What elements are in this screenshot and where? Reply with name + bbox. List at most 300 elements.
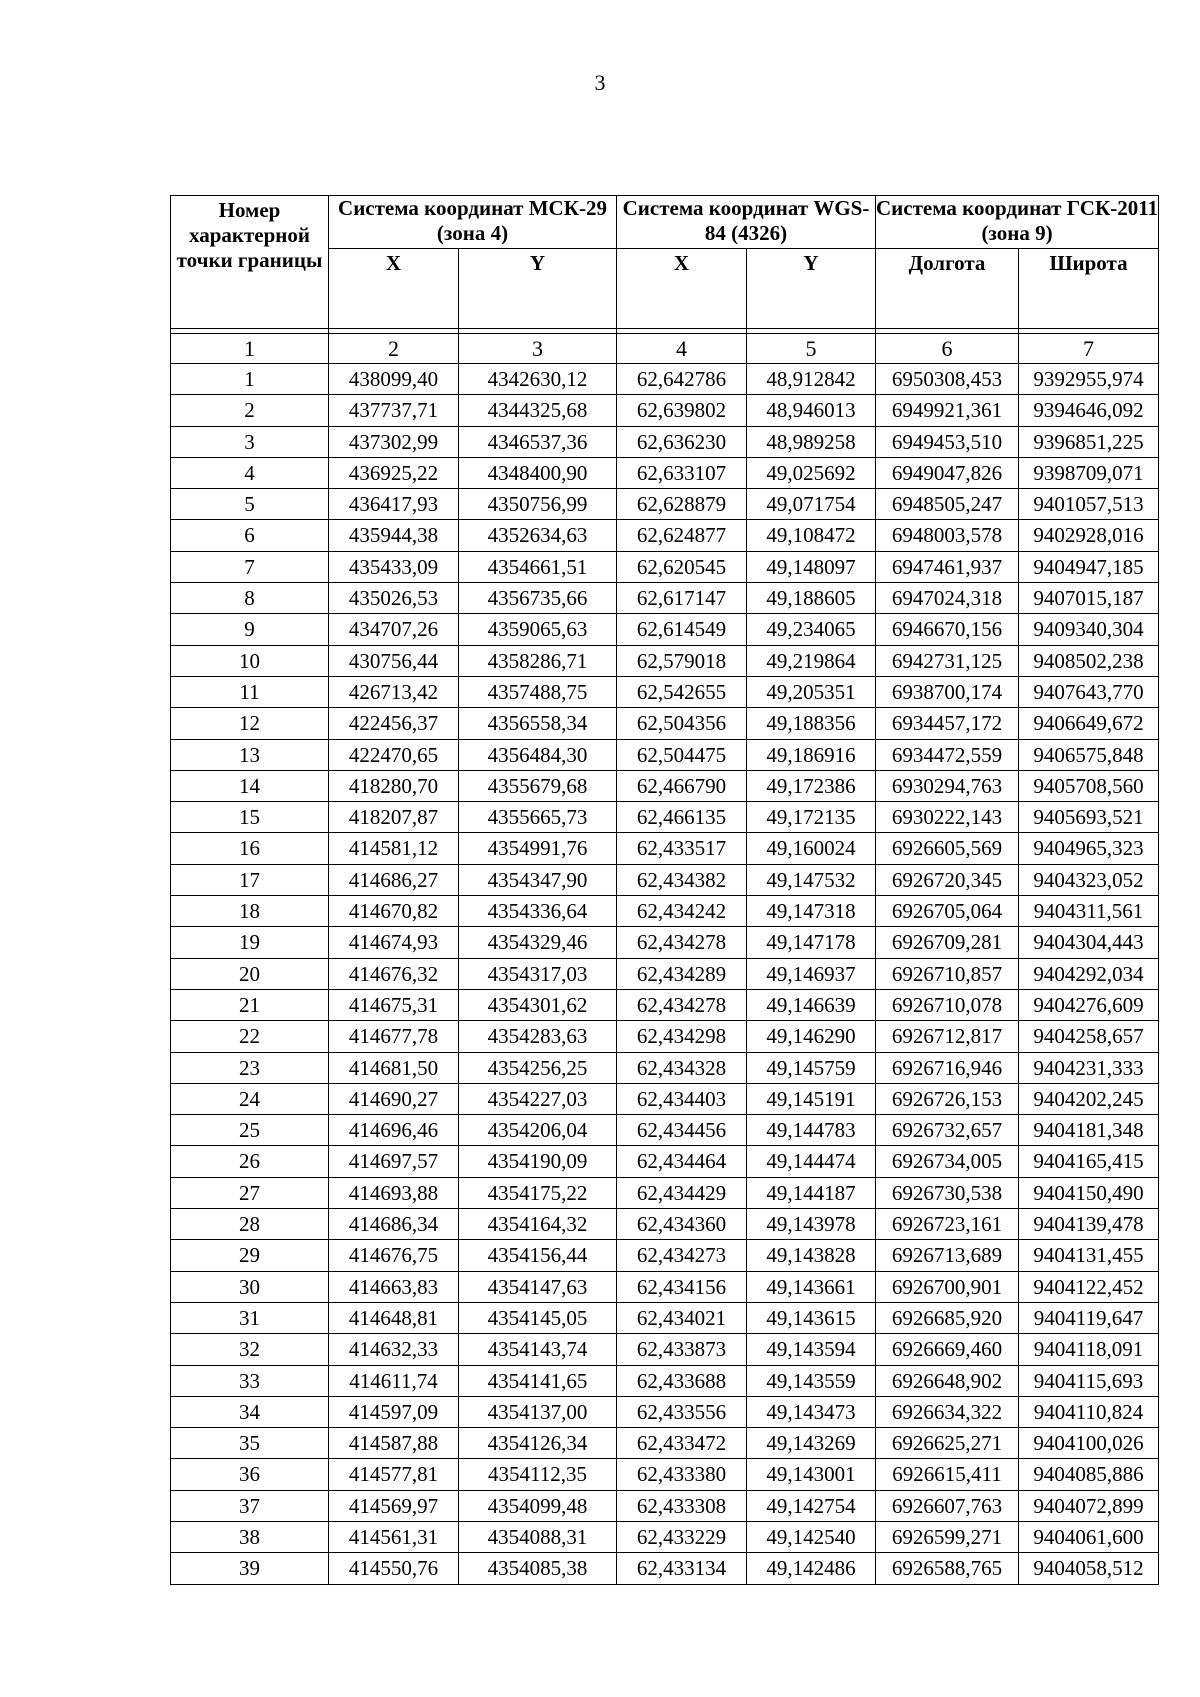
wgs84-y-cell: 49,147178: [747, 927, 876, 958]
msk29-x-cell: 422456,37: [329, 708, 459, 739]
gsk-longitude-cell: 6930222,143: [876, 802, 1019, 833]
point-number-cell: 5: [171, 489, 329, 520]
wgs84-x-cell: 62,434242: [617, 896, 747, 927]
gsk-longitude-cell: 6926723,161: [876, 1209, 1019, 1240]
wgs84-y-cell: 49,186916: [747, 739, 876, 770]
table-row: [171, 1240, 1159, 1271]
gsk-longitude-cell: 6926720,345: [876, 864, 1019, 895]
gsk-latitude-cell: 9404100,026: [1019, 1428, 1159, 1459]
point-number-cell: 26: [171, 1146, 329, 1177]
msk29-x-cell: 414550,76: [329, 1553, 459, 1584]
gsk-longitude-cell: 6926712,817: [876, 1021, 1019, 1052]
table-row: [171, 708, 1159, 739]
gsk-latitude-cell: 9404292,034: [1019, 958, 1159, 989]
wgs84-x-cell: 62,628879: [617, 489, 747, 520]
table-row: [171, 770, 1159, 801]
point-number-cell: 6: [171, 520, 329, 551]
gsk-longitude-cell: 6926709,281: [876, 927, 1019, 958]
table-row: [171, 1146, 1159, 1177]
wgs84-y-cell: 49,143269: [747, 1428, 876, 1459]
gsk-latitude-cell: 9407643,770: [1019, 676, 1159, 707]
msk29-x-cell: 437737,71: [329, 395, 459, 426]
msk29-y-cell: 4354991,76: [459, 833, 617, 864]
wgs84-y-cell: 49,142754: [747, 1490, 876, 1521]
table-row: [171, 1396, 1159, 1427]
point-number-cell: 19: [171, 927, 329, 958]
table-row: [171, 645, 1159, 676]
msk29-y-cell: 4354206,04: [459, 1115, 617, 1146]
gsk-longitude-cell: 6926726,153: [876, 1083, 1019, 1114]
header-msk29-x: X: [329, 249, 459, 329]
wgs84-y-cell: 49,143001: [747, 1459, 876, 1490]
table-row: [171, 614, 1159, 645]
msk29-x-cell: 414697,57: [329, 1146, 459, 1177]
wgs84-x-cell: 62,614549: [617, 614, 747, 645]
table-row: [171, 1052, 1159, 1083]
page-number: 3: [594, 70, 606, 95]
msk29-y-cell: 4354145,05: [459, 1302, 617, 1333]
gsk-longitude-cell: 6947024,318: [876, 583, 1019, 614]
gsk-latitude-cell: 9407015,187: [1019, 583, 1159, 614]
msk29-y-cell: 4348400,90: [459, 457, 617, 488]
gsk-latitude-cell: 9404202,245: [1019, 1083, 1159, 1114]
msk29-y-cell: 4354147,63: [459, 1271, 617, 1302]
header-group-gsk2011: Система координат ГСК-2011 (зона 9): [876, 196, 1159, 249]
msk29-x-cell: 422470,65: [329, 739, 459, 770]
msk29-x-cell: 418280,70: [329, 770, 459, 801]
gsk-longitude-cell: 6926716,946: [876, 1052, 1019, 1083]
wgs84-y-cell: 49,143559: [747, 1365, 876, 1396]
wgs84-x-cell: 62,633107: [617, 457, 747, 488]
gsk-latitude-cell: 9404258,657: [1019, 1021, 1159, 1052]
point-number-cell: 22: [171, 1021, 329, 1052]
table-row: [171, 1209, 1159, 1240]
gsk-longitude-cell: 6926732,657: [876, 1115, 1019, 1146]
point-number-cell: 25: [171, 1115, 329, 1146]
point-number-cell: 11: [171, 676, 329, 707]
gsk-latitude-cell: 9394646,092: [1019, 395, 1159, 426]
table-row: [171, 1021, 1159, 1052]
msk29-y-cell: 4354336,64: [459, 896, 617, 927]
msk29-y-cell: 4356558,34: [459, 708, 617, 739]
point-number-cell: 35: [171, 1428, 329, 1459]
table-row: [171, 1521, 1159, 1552]
point-number-cell: 13: [171, 739, 329, 770]
column-number: 7: [1019, 334, 1159, 364]
msk29-y-cell: 4354190,09: [459, 1146, 617, 1177]
table-row: [171, 520, 1159, 551]
point-number-cell: 34: [171, 1396, 329, 1427]
point-number-cell: 16: [171, 833, 329, 864]
msk29-y-cell: 4354126,34: [459, 1428, 617, 1459]
point-number-cell: 9: [171, 614, 329, 645]
wgs84-y-cell: 49,143615: [747, 1302, 876, 1333]
column-number: 6: [876, 334, 1019, 364]
msk29-x-cell: 414597,09: [329, 1396, 459, 1427]
header-gsk-longitude: Долгота: [876, 249, 1019, 329]
gsk-latitude-cell: 9404061,600: [1019, 1521, 1159, 1552]
msk29-y-cell: 4352634,63: [459, 520, 617, 551]
column-numbers-row: [171, 334, 1159, 364]
msk29-y-cell: 4354112,35: [459, 1459, 617, 1490]
msk29-y-cell: 4354137,00: [459, 1396, 617, 1427]
msk29-x-cell: 414690,27: [329, 1083, 459, 1114]
header-group-wgs84: Система координат WGS-84 (4326): [617, 196, 876, 249]
wgs84-y-cell: 49,219864: [747, 645, 876, 676]
wgs84-x-cell: 62,433556: [617, 1396, 747, 1427]
gsk-latitude-cell: 9401057,513: [1019, 489, 1159, 520]
wgs84-y-cell: 49,143473: [747, 1396, 876, 1427]
table-row: [171, 896, 1159, 927]
point-number-cell: 14: [171, 770, 329, 801]
msk29-y-cell: 4354099,48: [459, 1490, 617, 1521]
msk29-x-cell: 414569,97: [329, 1490, 459, 1521]
msk29-x-cell: 414675,31: [329, 989, 459, 1020]
wgs84-x-cell: 62,466135: [617, 802, 747, 833]
gsk-latitude-cell: 9404118,091: [1019, 1334, 1159, 1365]
point-number-cell: 2: [171, 395, 329, 426]
msk29-y-cell: 4354347,90: [459, 864, 617, 895]
msk29-y-cell: 4356735,66: [459, 583, 617, 614]
msk29-y-cell: 4342630,12: [459, 364, 617, 395]
gsk-latitude-cell: 9406649,672: [1019, 708, 1159, 739]
point-number-cell: 17: [171, 864, 329, 895]
msk29-x-cell: 435944,38: [329, 520, 459, 551]
msk29-y-cell: 4355665,73: [459, 802, 617, 833]
msk29-x-cell: 436925,22: [329, 457, 459, 488]
wgs84-y-cell: 49,146937: [747, 958, 876, 989]
gsk-longitude-cell: 6926648,902: [876, 1365, 1019, 1396]
point-number-cell: 12: [171, 708, 329, 739]
gsk-longitude-cell: 6926700,901: [876, 1271, 1019, 1302]
gsk-latitude-cell: 9404231,333: [1019, 1052, 1159, 1083]
msk29-x-cell: 436417,93: [329, 489, 459, 520]
msk29-x-cell: 414577,81: [329, 1459, 459, 1490]
gsk-longitude-cell: 6950308,453: [876, 364, 1019, 395]
wgs84-x-cell: 62,434328: [617, 1052, 747, 1083]
gsk-latitude-cell: 9404110,824: [1019, 1396, 1159, 1427]
wgs84-x-cell: 62,579018: [617, 645, 747, 676]
wgs84-y-cell: 49,147532: [747, 864, 876, 895]
gsk-latitude-cell: 9405708,560: [1019, 770, 1159, 801]
gsk-latitude-cell: 9404323,052: [1019, 864, 1159, 895]
point-number-cell: 30: [171, 1271, 329, 1302]
point-number-cell: 27: [171, 1177, 329, 1208]
msk29-y-cell: 4344325,68: [459, 395, 617, 426]
table-row: [171, 676, 1159, 707]
gsk-longitude-cell: 6926710,078: [876, 989, 1019, 1020]
wgs84-x-cell: 62,642786: [617, 364, 747, 395]
table-row: [171, 426, 1159, 457]
msk29-y-cell: 4356484,30: [459, 739, 617, 770]
wgs84-y-cell: 49,146290: [747, 1021, 876, 1052]
msk29-y-cell: 4346537,36: [459, 426, 617, 457]
wgs84-y-cell: 49,143828: [747, 1240, 876, 1271]
wgs84-x-cell: 62,434382: [617, 864, 747, 895]
gsk-longitude-cell: 6934472,559: [876, 739, 1019, 770]
msk29-y-cell: 4354088,31: [459, 1521, 617, 1552]
wgs84-x-cell: 62,434456: [617, 1115, 747, 1146]
wgs84-y-cell: 49,108472: [747, 520, 876, 551]
msk29-x-cell: 414677,78: [329, 1021, 459, 1052]
msk29-y-cell: 4354141,65: [459, 1365, 617, 1396]
point-number-cell: 36: [171, 1459, 329, 1490]
point-number-cell: 10: [171, 645, 329, 676]
wgs84-y-cell: 49,188356: [747, 708, 876, 739]
wgs84-x-cell: 62,433873: [617, 1334, 747, 1365]
gsk-latitude-cell: 9392955,974: [1019, 364, 1159, 395]
msk29-x-cell: 426713,42: [329, 676, 459, 707]
msk29-y-cell: 4358286,71: [459, 645, 617, 676]
msk29-y-cell: 4355679,68: [459, 770, 617, 801]
table-row: [171, 395, 1159, 426]
gsk-latitude-cell: 9405693,521: [1019, 802, 1159, 833]
gsk-latitude-cell: 9404965,323: [1019, 833, 1159, 864]
msk29-y-cell: 4354085,38: [459, 1553, 617, 1584]
wgs84-y-cell: 49,144474: [747, 1146, 876, 1177]
wgs84-y-cell: 49,142540: [747, 1521, 876, 1552]
wgs84-x-cell: 62,434156: [617, 1271, 747, 1302]
wgs84-y-cell: 49,147318: [747, 896, 876, 927]
wgs84-x-cell: 62,504356: [617, 708, 747, 739]
wgs84-x-cell: 62,434360: [617, 1209, 747, 1240]
table-row: [171, 1428, 1159, 1459]
gsk-longitude-cell: 6926588,765: [876, 1553, 1019, 1584]
point-number-cell: 8: [171, 583, 329, 614]
point-number-cell: 24: [171, 1083, 329, 1114]
gsk-latitude-cell: 9404276,609: [1019, 989, 1159, 1020]
wgs84-x-cell: 62,434278: [617, 989, 747, 1020]
point-number-cell: 39: [171, 1553, 329, 1584]
msk29-x-cell: 435026,53: [329, 583, 459, 614]
wgs84-x-cell: 62,636230: [617, 426, 747, 457]
wgs84-y-cell: 49,172135: [747, 802, 876, 833]
msk29-x-cell: 414676,32: [329, 958, 459, 989]
wgs84-x-cell: 62,434298: [617, 1021, 747, 1052]
wgs84-x-cell: 62,434403: [617, 1083, 747, 1114]
msk29-x-cell: 414674,93: [329, 927, 459, 958]
msk29-y-cell: 4354329,46: [459, 927, 617, 958]
msk29-x-cell: 414676,75: [329, 1240, 459, 1271]
wgs84-x-cell: 62,542655: [617, 676, 747, 707]
gsk-latitude-cell: 9396851,225: [1019, 426, 1159, 457]
gsk-longitude-cell: 6926734,005: [876, 1146, 1019, 1177]
msk29-x-cell: 414561,31: [329, 1521, 459, 1552]
wgs84-y-cell: 49,142486: [747, 1553, 876, 1584]
gsk-longitude-cell: 6949047,826: [876, 457, 1019, 488]
msk29-y-cell: 4350756,99: [459, 489, 617, 520]
msk29-y-cell: 4354164,32: [459, 1209, 617, 1240]
gsk-longitude-cell: 6930294,763: [876, 770, 1019, 801]
header-msk29-y: Y: [459, 249, 617, 329]
gsk-latitude-cell: 9404131,455: [1019, 1240, 1159, 1271]
table-row: [171, 1553, 1159, 1584]
wgs84-y-cell: 49,172386: [747, 770, 876, 801]
wgs84-x-cell: 62,617147: [617, 583, 747, 614]
wgs84-x-cell: 62,639802: [617, 395, 747, 426]
msk29-x-cell: 414663,83: [329, 1271, 459, 1302]
table-row: [171, 1177, 1159, 1208]
gsk-latitude-cell: 9404304,443: [1019, 927, 1159, 958]
point-number-cell: 18: [171, 896, 329, 927]
point-number-cell: 3: [171, 426, 329, 457]
msk29-x-cell: 438099,40: [329, 364, 459, 395]
gsk-longitude-cell: 6926607,763: [876, 1490, 1019, 1521]
msk29-y-cell: 4354256,25: [459, 1052, 617, 1083]
wgs84-x-cell: 62,620545: [617, 551, 747, 582]
gsk-longitude-cell: 6926713,689: [876, 1240, 1019, 1271]
point-number-cell: 29: [171, 1240, 329, 1271]
point-number-cell: 33: [171, 1365, 329, 1396]
table-row: [171, 989, 1159, 1020]
wgs84-x-cell: 62,433688: [617, 1365, 747, 1396]
wgs84-y-cell: 49,071754: [747, 489, 876, 520]
wgs84-x-cell: 62,466790: [617, 770, 747, 801]
table-row: [171, 364, 1159, 395]
gsk-latitude-cell: 9409340,304: [1019, 614, 1159, 645]
table-row: [171, 583, 1159, 614]
msk29-y-cell: 4354143,74: [459, 1334, 617, 1365]
table-row: [171, 927, 1159, 958]
wgs84-x-cell: 62,434429: [617, 1177, 747, 1208]
wgs84-x-cell: 62,433134: [617, 1553, 747, 1584]
gsk-longitude-cell: 6942731,125: [876, 645, 1019, 676]
point-number-cell: 23: [171, 1052, 329, 1083]
wgs84-x-cell: 62,434278: [617, 927, 747, 958]
wgs84-y-cell: 49,025692: [747, 457, 876, 488]
table-row: [171, 1302, 1159, 1333]
coordinates-table: [170, 195, 1159, 1585]
point-number-cell: 31: [171, 1302, 329, 1333]
point-number-cell: 37: [171, 1490, 329, 1521]
gsk-longitude-cell: 6947461,937: [876, 551, 1019, 582]
table-row: [171, 1083, 1159, 1114]
msk29-y-cell: 4354301,62: [459, 989, 617, 1020]
msk29-x-cell: 414681,50: [329, 1052, 459, 1083]
gsk-longitude-cell: 6926705,064: [876, 896, 1019, 927]
gsk-longitude-cell: 6926685,920: [876, 1302, 1019, 1333]
msk29-x-cell: 414648,81: [329, 1302, 459, 1333]
wgs84-y-cell: 49,146639: [747, 989, 876, 1020]
wgs84-x-cell: 62,434273: [617, 1240, 747, 1271]
msk29-y-cell: 4354227,03: [459, 1083, 617, 1114]
column-number: 4: [617, 334, 747, 364]
wgs84-y-cell: 49,144783: [747, 1115, 876, 1146]
column-number: 3: [459, 334, 617, 364]
gsk-longitude-cell: 6948505,247: [876, 489, 1019, 520]
point-number-cell: 15: [171, 802, 329, 833]
table-row: [171, 958, 1159, 989]
wgs84-x-cell: 62,433472: [617, 1428, 747, 1459]
point-number-cell: 7: [171, 551, 329, 582]
point-number-cell: 21: [171, 989, 329, 1020]
table-row: [171, 489, 1159, 520]
point-number-cell: 20: [171, 958, 329, 989]
msk29-x-cell: 414696,46: [329, 1115, 459, 1146]
gsk-longitude-cell: 6926625,271: [876, 1428, 1019, 1459]
table-row: [171, 802, 1159, 833]
wgs84-x-cell: 62,433380: [617, 1459, 747, 1490]
gsk-latitude-cell: 9398709,071: [1019, 457, 1159, 488]
wgs84-x-cell: 62,504475: [617, 739, 747, 770]
table-row: [171, 739, 1159, 770]
wgs84-y-cell: 48,989258: [747, 426, 876, 457]
gsk-latitude-cell: 9404181,348: [1019, 1115, 1159, 1146]
wgs84-y-cell: 49,160024: [747, 833, 876, 864]
msk29-y-cell: 4354156,44: [459, 1240, 617, 1271]
column-number: 2: [329, 334, 459, 364]
table-row: [171, 1459, 1159, 1490]
point-number-cell: 32: [171, 1334, 329, 1365]
msk29-x-cell: 414686,27: [329, 864, 459, 895]
column-number: 5: [747, 334, 876, 364]
gsk-longitude-cell: 6949921,361: [876, 395, 1019, 426]
msk29-x-cell: 414670,82: [329, 896, 459, 927]
msk29-y-cell: 4359065,63: [459, 614, 617, 645]
gsk-latitude-cell: 9404072,899: [1019, 1490, 1159, 1521]
wgs84-y-cell: 49,143661: [747, 1271, 876, 1302]
table-row: [171, 1271, 1159, 1302]
msk29-x-cell: 414693,88: [329, 1177, 459, 1208]
gsk-latitude-cell: 9402928,016: [1019, 520, 1159, 551]
point-number-cell: 38: [171, 1521, 329, 1552]
msk29-x-cell: 437302,99: [329, 426, 459, 457]
gsk-latitude-cell: 9404115,693: [1019, 1365, 1159, 1396]
msk29-y-cell: 4354175,22: [459, 1177, 617, 1208]
wgs84-x-cell: 62,433308: [617, 1490, 747, 1521]
msk29-x-cell: 434707,26: [329, 614, 459, 645]
wgs84-y-cell: 49,144187: [747, 1177, 876, 1208]
msk29-x-cell: 414686,34: [329, 1209, 459, 1240]
point-number-cell: 28: [171, 1209, 329, 1240]
table-row: [171, 1490, 1159, 1521]
gsk-latitude-cell: 9404311,561: [1019, 896, 1159, 927]
gsk-latitude-cell: 9404139,478: [1019, 1209, 1159, 1240]
msk29-x-cell: 414611,74: [329, 1365, 459, 1396]
table-row: [171, 1365, 1159, 1396]
msk29-x-cell: 418207,87: [329, 802, 459, 833]
wgs84-x-cell: 62,434021: [617, 1302, 747, 1333]
gsk-longitude-cell: 6949453,510: [876, 426, 1019, 457]
msk29-y-cell: 4354283,63: [459, 1021, 617, 1052]
gsk-latitude-cell: 9404119,647: [1019, 1302, 1159, 1333]
header-wgs84-x: X: [617, 249, 747, 329]
wgs84-y-cell: 49,145759: [747, 1052, 876, 1083]
wgs84-x-cell: 62,433517: [617, 833, 747, 864]
table-row: [171, 1334, 1159, 1365]
wgs84-y-cell: 49,143594: [747, 1334, 876, 1365]
gsk-longitude-cell: 6926634,322: [876, 1396, 1019, 1427]
gsk-longitude-cell: 6926669,460: [876, 1334, 1019, 1365]
gsk-longitude-cell: 6948003,578: [876, 520, 1019, 551]
msk29-x-cell: 435433,09: [329, 551, 459, 582]
gsk-latitude-cell: 9404947,185: [1019, 551, 1159, 582]
gsk-latitude-cell: 9404058,512: [1019, 1553, 1159, 1584]
wgs84-x-cell: 62,624877: [617, 520, 747, 551]
msk29-y-cell: 4354661,51: [459, 551, 617, 582]
gsk-longitude-cell: 6934457,172: [876, 708, 1019, 739]
wgs84-y-cell: 49,145191: [747, 1083, 876, 1114]
table-row: [171, 833, 1159, 864]
wgs84-y-cell: 48,912842: [747, 364, 876, 395]
gsk-latitude-cell: 9404150,490: [1019, 1177, 1159, 1208]
column-number: 1: [171, 334, 329, 364]
wgs84-y-cell: 49,148097: [747, 551, 876, 582]
header-wgs84-y: Y: [747, 249, 876, 329]
wgs84-y-cell: 49,143978: [747, 1209, 876, 1240]
gsk-latitude-cell: 9404165,415: [1019, 1146, 1159, 1177]
gsk-longitude-cell: 6926599,271: [876, 1521, 1019, 1552]
